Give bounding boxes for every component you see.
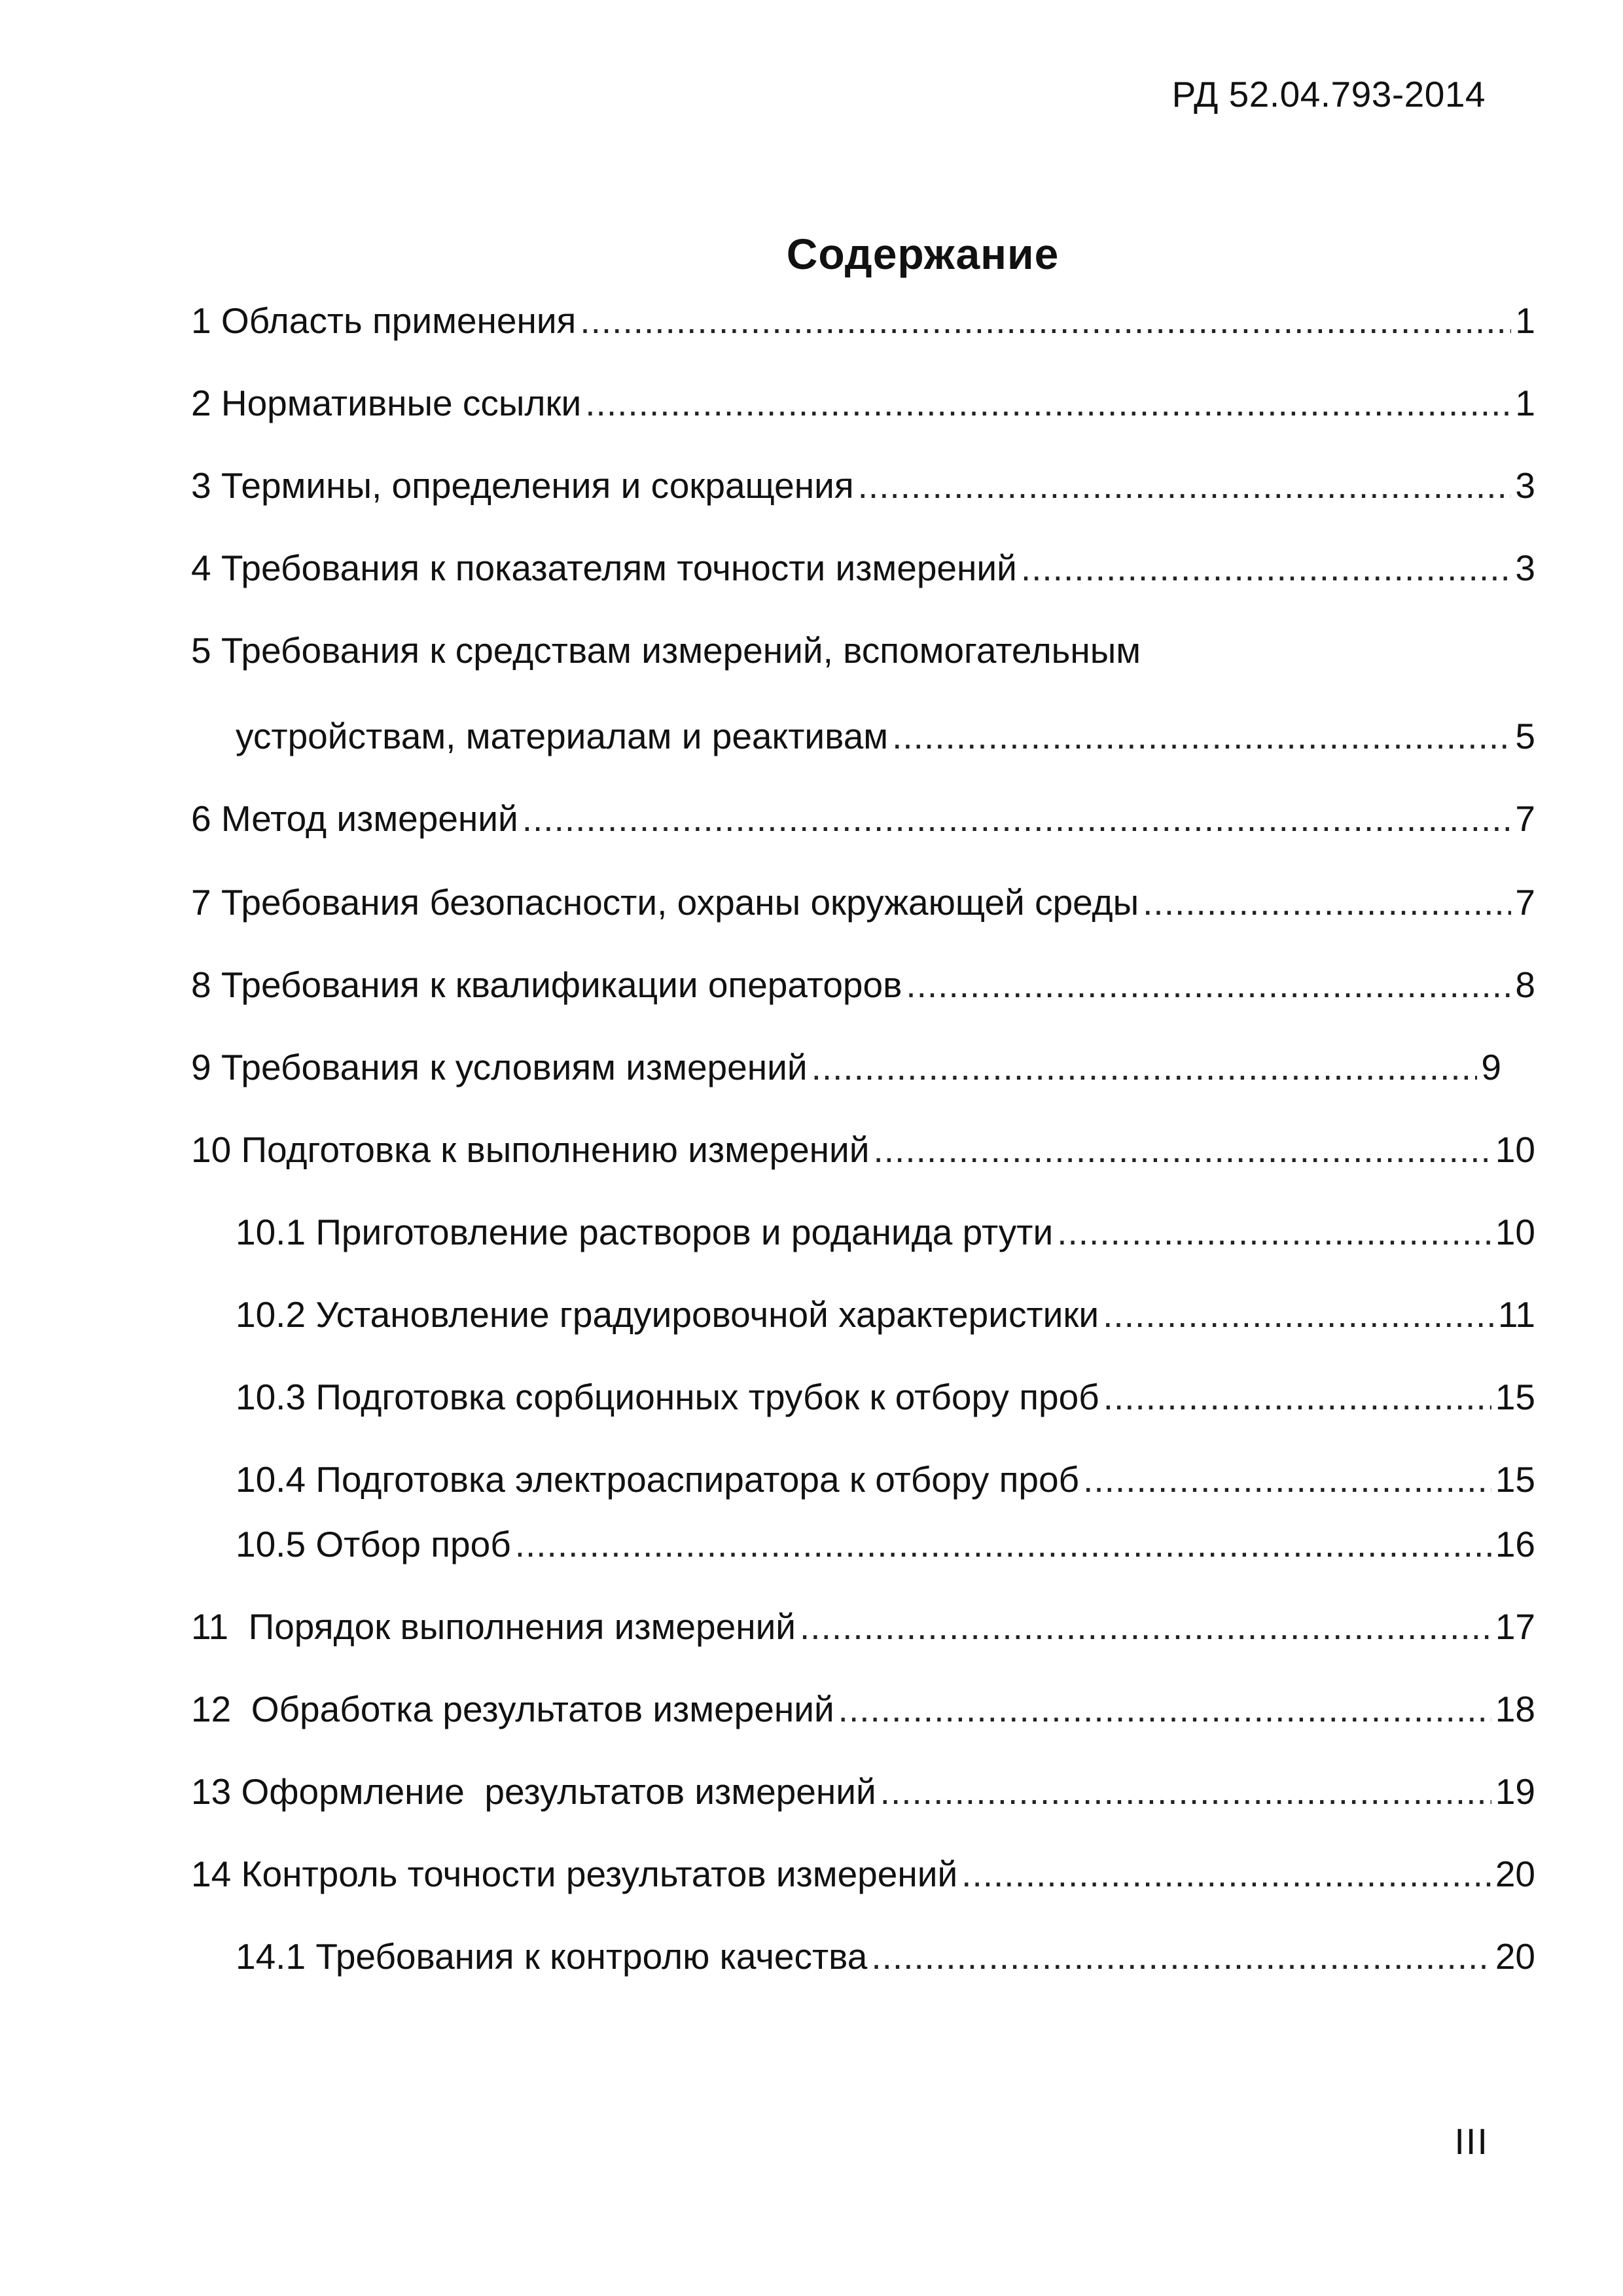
toc-entry-label: 13 Оформление результатов измерений bbox=[191, 1771, 876, 1812]
toc-entry-label: 4 Требования к показателям точности измерений bbox=[191, 548, 1017, 588]
toc-entry[interactable] bbox=[191, 879, 1535, 925]
toc-entry-page: 19 bbox=[1495, 1771, 1535, 1812]
toc-entry-page: 20 bbox=[1495, 1854, 1535, 1894]
toc-leader-dots bbox=[580, 298, 1511, 344]
toc-entry[interactable] bbox=[191, 1769, 1535, 1814]
toc-entry[interactable] bbox=[236, 1521, 1535, 1567]
toc-entry[interactable] bbox=[191, 298, 1535, 344]
toc-entry-page: 10 bbox=[1495, 1212, 1535, 1252]
toc-leader-dots bbox=[961, 1851, 1491, 1897]
toc-entry-label: 1 Область применения bbox=[191, 300, 577, 341]
toc-entry-page: 16 bbox=[1495, 1524, 1535, 1564]
toc-leader-dots bbox=[892, 713, 1511, 759]
toc-entry-page: 7 bbox=[1515, 798, 1535, 839]
toc-entry[interactable] bbox=[191, 1686, 1535, 1732]
page-title: Содержание bbox=[786, 230, 1060, 278]
toc-entry-page: 5 bbox=[1515, 716, 1535, 756]
toc-leader-dots bbox=[585, 380, 1511, 426]
toc-entry[interactable] bbox=[236, 1457, 1535, 1502]
page-number: III bbox=[1454, 2121, 1489, 2162]
toc-entry[interactable] bbox=[236, 1374, 1535, 1420]
toc-leader-dots bbox=[880, 1769, 1491, 1814]
toc-leader-dots bbox=[1103, 1292, 1494, 1337]
toc-entry[interactable] bbox=[236, 1934, 1535, 1979]
toc-entry-label: 3 Термины, определения и сокращения bbox=[191, 465, 854, 506]
document-code: РД 52.04.793-2014 bbox=[1171, 74, 1486, 115]
toc-entry-page: 9 bbox=[1481, 1047, 1501, 1087]
toc-leader-dots bbox=[874, 1127, 1491, 1173]
toc-entry-label: 10 Подготовка к выполнению измерений bbox=[191, 1129, 870, 1170]
toc-entry[interactable] bbox=[236, 713, 1535, 759]
toc-entry-page: 3 bbox=[1515, 548, 1535, 588]
toc-entry-label: 6 Метод измерений bbox=[191, 798, 518, 839]
toc-entry-label: 11 Порядок выполнения измерений bbox=[191, 1606, 796, 1647]
toc-entry[interactable] bbox=[236, 1209, 1535, 1255]
toc-entry-page: 7 bbox=[1515, 882, 1535, 923]
toc-entry-page: 17 bbox=[1495, 1606, 1535, 1647]
toc-entry[interactable] bbox=[191, 545, 1535, 591]
toc-entry[interactable] bbox=[191, 962, 1535, 1008]
toc-leader-dots bbox=[1083, 1457, 1491, 1502]
toc-entry-page: 8 bbox=[1515, 964, 1535, 1005]
toc-entry[interactable] bbox=[191, 380, 1535, 426]
toc-entry[interactable] bbox=[191, 796, 1535, 841]
toc-entry-label: 5 Требования к средствам измерений, вспомогательным bbox=[191, 630, 1141, 671]
toc-entry-label: 12 Обработка результатов измерений bbox=[191, 1689, 834, 1729]
toc-entry-page: 1 bbox=[1515, 383, 1535, 423]
toc-entry-label: 10.3 Подготовка сорбционных трубок к отбору проб bbox=[236, 1377, 1099, 1417]
toc-leader-dots bbox=[812, 1044, 1478, 1090]
toc-entry-page: 11 bbox=[1497, 1294, 1535, 1335]
toc-entry-page: 15 bbox=[1495, 1459, 1535, 1500]
toc-entry[interactable] bbox=[191, 463, 1535, 508]
toc-entry-label: 10.4 Подготовка электроаспиратора к отбору проб bbox=[236, 1459, 1080, 1500]
toc-entry-page: 18 bbox=[1495, 1689, 1535, 1729]
toc-leader-dots bbox=[1057, 1209, 1491, 1255]
toc-entry-label: 14 Контроль точности результатов измерений bbox=[191, 1854, 958, 1894]
toc-entry-page: 20 bbox=[1495, 1936, 1535, 1977]
toc-entry-label: 2 Нормативные ссылки bbox=[191, 383, 582, 423]
toc-entry-label: устройствам, материалам и реактивам bbox=[236, 716, 889, 756]
toc-entry[interactable] bbox=[191, 1851, 1535, 1897]
toc-leader-dots bbox=[871, 1934, 1491, 1979]
toc-leader-dots bbox=[838, 1686, 1491, 1732]
toc-leader-dots bbox=[906, 962, 1511, 1008]
toc-entry[interactable] bbox=[191, 1604, 1535, 1650]
toc-leader-dots bbox=[522, 796, 1512, 841]
toc-entry[interactable] bbox=[191, 1044, 1501, 1090]
toc-leader-dots bbox=[1021, 545, 1512, 591]
toc-entry-page: 3 bbox=[1515, 465, 1535, 506]
toc-entry-label: 7 Требования безопасности, охраны окружающей среды bbox=[191, 882, 1139, 923]
toc-entry-page: 15 bbox=[1495, 1377, 1535, 1417]
toc-leader-dots bbox=[1143, 879, 1511, 925]
toc-leader-dots bbox=[800, 1604, 1491, 1650]
toc-leader-dots bbox=[1103, 1374, 1491, 1420]
toc-entry-label: 10.5 Отбор проб bbox=[236, 1524, 511, 1564]
toc-entry[interactable] bbox=[191, 627, 1535, 673]
toc-entry[interactable] bbox=[236, 1292, 1535, 1337]
toc-entry-label: 8 Требования к квалификации операторов bbox=[191, 964, 902, 1005]
toc-entry-page: 1 bbox=[1515, 300, 1535, 341]
toc-entry[interactable] bbox=[191, 1127, 1535, 1173]
toc-entry-label: 10.2 Установление градуировочной характеристики bbox=[236, 1294, 1099, 1335]
toc-leader-dots bbox=[515, 1521, 1491, 1567]
toc-leader-dots bbox=[858, 463, 1512, 508]
toc-entry-label: 14.1 Требования к контролю качества bbox=[236, 1936, 868, 1977]
toc-entry-page: 10 bbox=[1495, 1129, 1535, 1170]
toc-entry-label: 9 Требования к условиям измерений bbox=[191, 1047, 808, 1087]
toc-entry-label: 10.1 Приготовление растворов и роданида ртути bbox=[236, 1212, 1054, 1252]
